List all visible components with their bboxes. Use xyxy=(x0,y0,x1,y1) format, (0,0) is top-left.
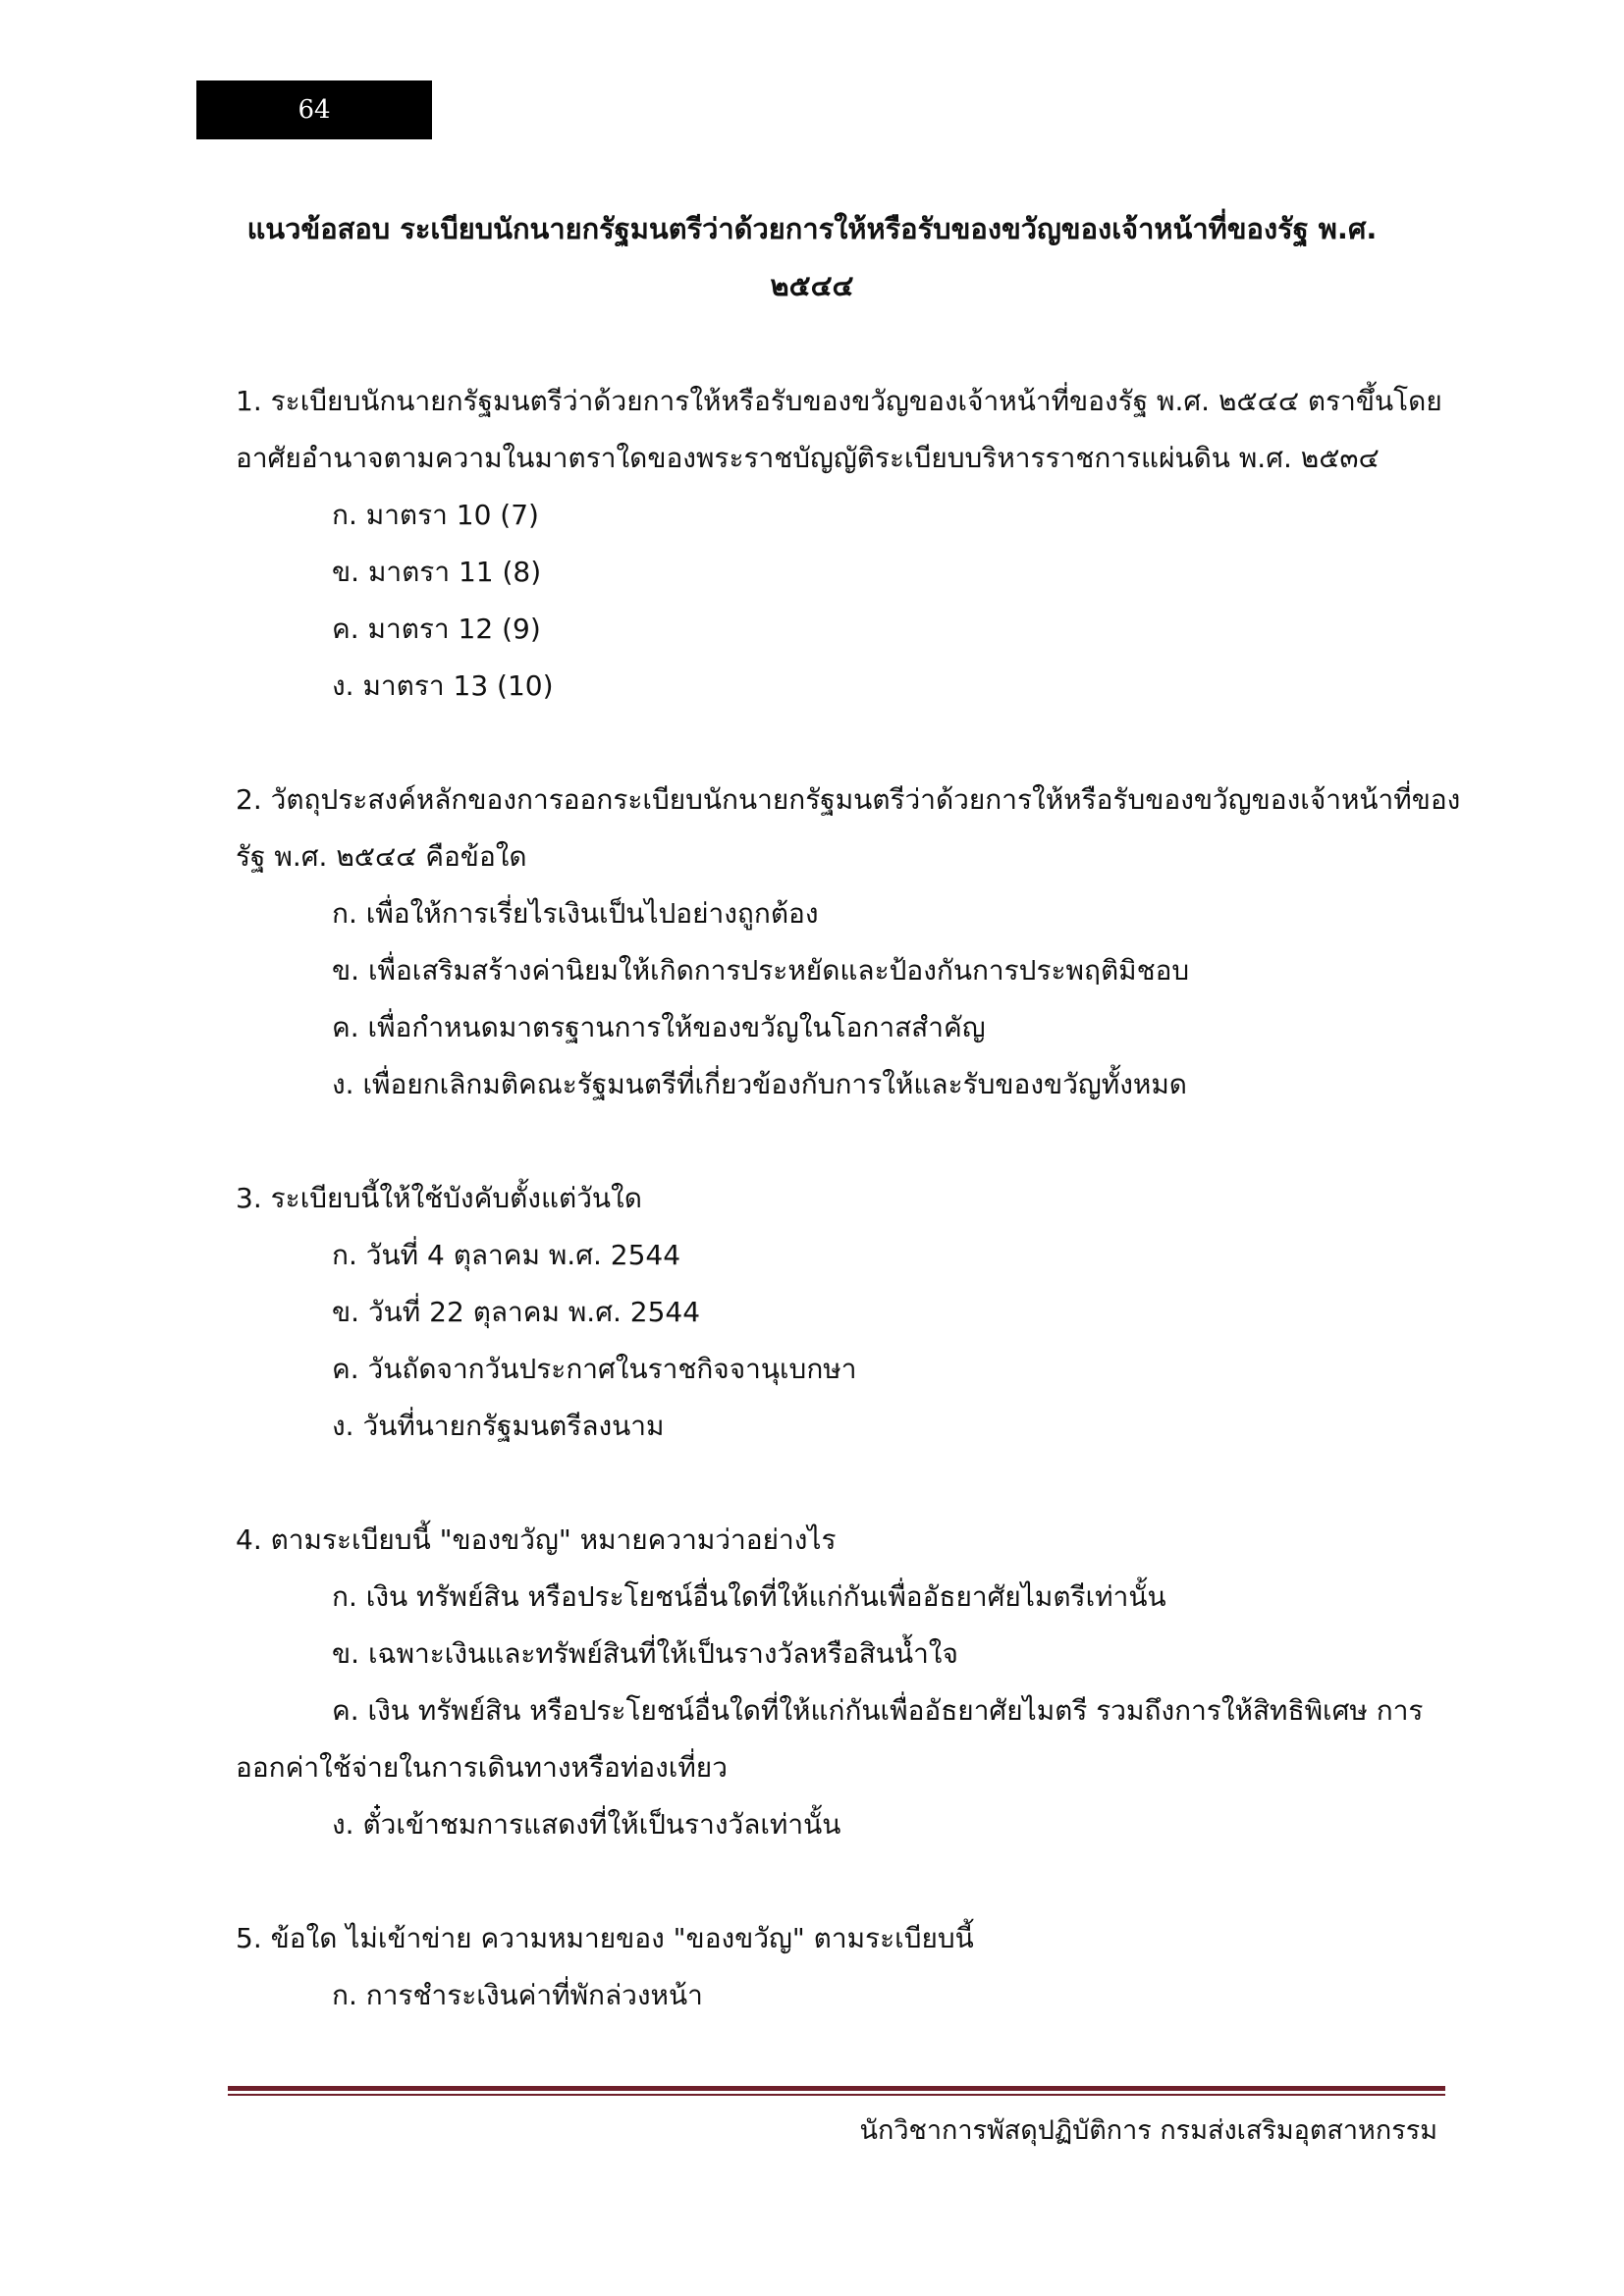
footer-divider xyxy=(228,2086,1445,2091)
question-3-option-a: ก. วันที่ 4 ตุลาคม พ.ศ. 2544 xyxy=(332,1239,681,1271)
question-4-option-c-continuation: ออกค่าใช้จ่ายในการเดินทางหรือท่องเที่ยว xyxy=(236,1751,728,1784)
question-4 xyxy=(236,1512,1434,1853)
question-1-option-b: ข. มาตรา 11 (8) xyxy=(332,556,542,588)
question-2-line-1: 2. วัตถุประสงค์หลักของการออกระเบียบนักนายกรัฐมนตรีว่าด้วยการให้หรือรับของขวัญของเจ้าหน้าที่ของ xyxy=(236,783,1461,816)
question-2-option-a: ก. เพื่อให้การเรี่ยไรเงินเป็นไปอย่างถูกต้อง xyxy=(332,897,819,930)
question-4-option-a: ก. เงิน ทรัพย์สิน หรือประโยชน์อื่นใดที่ให้แก่กันเพื่ออัธยาศัยไมตรีเท่านั้น xyxy=(332,1580,1166,1613)
question-4-option-c: ค. เงิน ทรัพย์สิน หรือประโยชน์อื่นใดที่ให้แก่กันเพื่ออัธยาศัยไมตรี รวมถึงการให้สิทธิพิเศษ การ xyxy=(332,1694,1424,1727)
page-number: 64 xyxy=(298,95,331,125)
question-4-option-d: ง. ตั๋วเข้าชมการแสดงที่ให้เป็นรางวัลเท่านั้น xyxy=(332,1808,841,1841)
question-3-option-d: ง. วันที่นายกรัฐมนตรีลงนาม xyxy=(332,1410,665,1442)
question-4-option-b: ข. เฉพาะเงินและทรัพย์สินที่ให้เป็นรางวัลหรือสินน้ำใจ xyxy=(332,1637,958,1670)
question-list xyxy=(236,373,1461,2081)
question-5-option-a: ก. การชำระเงินค่าที่พักล่วงหน้า xyxy=(332,1979,703,2011)
question-1 xyxy=(236,373,1442,715)
question-4-line-1: 4. ตามระเบียบนี้ "ของขวัญ" หมายความว่าอย่างไร xyxy=(236,1523,837,1556)
question-3 xyxy=(236,1170,1434,1455)
question-5 xyxy=(236,1910,1434,2024)
footer-text: นักวิชาการพัสดุปฏิบัติการ กรมส่งเสริมอุตสาหกรรม xyxy=(859,2115,1437,2146)
footer-divider-thin xyxy=(228,2094,1445,2096)
question-1-option-c: ค. มาตรา 12 (9) xyxy=(332,613,541,645)
document-title-line-2: ๒๕๔๔ xyxy=(770,269,854,302)
question-1-option-d: ง. มาตรา 13 (10) xyxy=(332,669,554,702)
question-1-line-2: อาศัยอำนาจตามความในมาตราใดของพระราชบัญญัติระเบียบบริหารราชการแผ่นดิน พ.ศ. ๒๕๓๔ xyxy=(236,442,1380,474)
question-2-option-c: ค. เพื่อกำหนดมาตรฐานการให้ของขวัญในโอกาสสำคัญ xyxy=(332,1011,986,1043)
question-1-option-a: ก. มาตรา 10 (7) xyxy=(332,499,539,531)
question-2 xyxy=(236,772,1461,1113)
question-2-option-b: ข. เพื่อเสริมสร้างค่านิยมให้เกิดการประหยัดและป้องกันการประพฤติมิชอบ xyxy=(332,954,1190,987)
question-3-option-b: ข. วันที่ 22 ตุลาคม พ.ศ. 2544 xyxy=(332,1296,701,1328)
question-5-line-1: 5. ข้อใด ไม่เข้าข่าย ความหมายของ "ของขวัญ" ตามระเบียบนี้ xyxy=(236,1922,974,1954)
question-3-option-c: ค. วันถัดจากวันประกาศในราชกิจจานุเบกษา xyxy=(332,1353,857,1385)
question-1-line-1: 1. ระเบียบนักนายกรัฐมนตรีว่าด้วยการให้หรือรับของขวัญของเจ้าหน้าที่ของรัฐ พ.ศ. ๒๕๔๔ ตราขึ้นโดย xyxy=(236,385,1442,417)
page-number-tab xyxy=(196,80,432,139)
document-title-line-1: แนวข้อสอบ ระเบียบนักนายกรัฐมนตรีว่าด้วยการให้หรือรับของขวัญของเจ้าหน้าที่ของรัฐ พ.ศ. xyxy=(246,212,1378,245)
question-2-line-2: รัฐ พ.ศ. ๒๕๔๔ คือข้อใด xyxy=(236,840,527,873)
question-3-line-1: 3. ระเบียบนี้ให้ใช้บังคับตั้งแต่วันใด xyxy=(236,1182,642,1214)
question-2-option-d: ง. เพื่อยกเลิกมติคณะรัฐมนตรีที่เกี่ยวข้องกับการให้และรับของขวัญทั้งหมด xyxy=(332,1068,1187,1100)
